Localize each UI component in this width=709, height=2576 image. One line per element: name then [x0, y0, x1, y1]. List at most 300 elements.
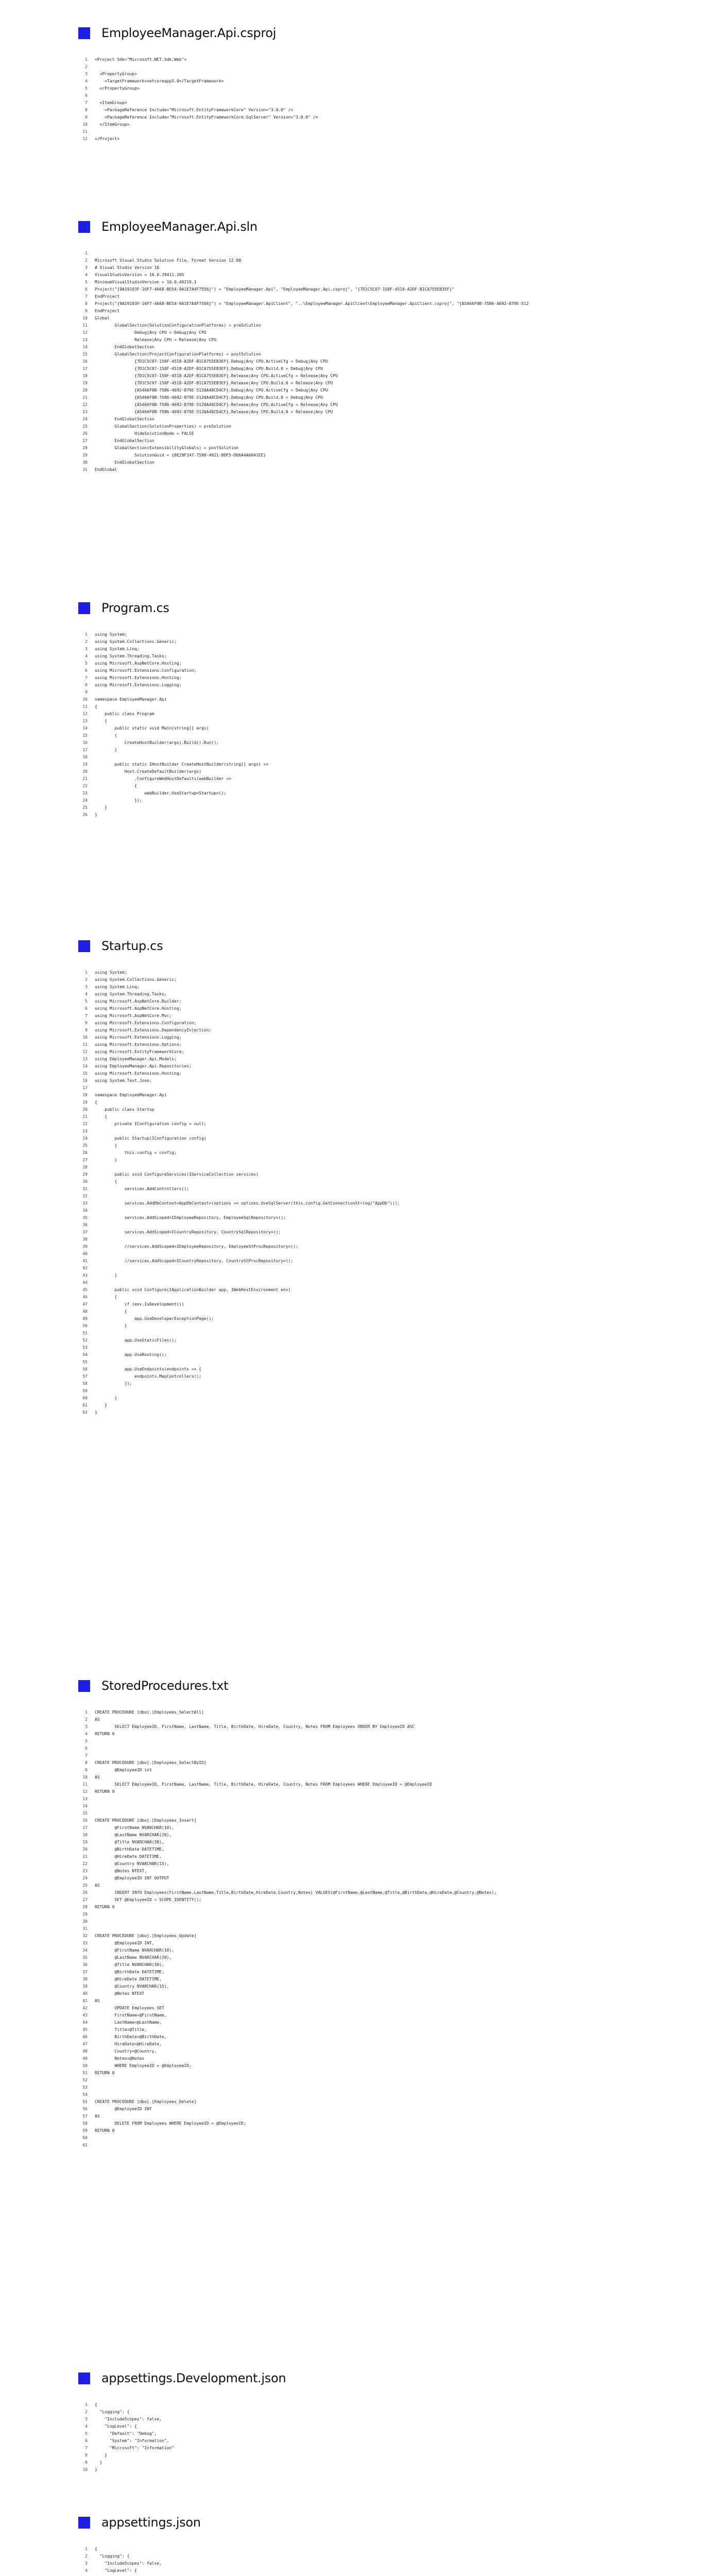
line-number: 4 — [85, 2568, 88, 2573]
code-line — [78, 2430, 174, 2437]
line-text: {7D1C5C07-150F-4518-A2DF-B1CA755EB3EF}.Debug|Any CPU.ActiveCfg = Debug|Any CPU — [95, 359, 328, 364]
line-text: namespace EmployeeManager.Api — [95, 697, 167, 702]
line-text: } — [95, 2467, 97, 2472]
code-line — [78, 344, 529, 351]
code-line — [78, 783, 268, 790]
line-number: 5 — [85, 1739, 88, 1743]
line-text: }); — [95, 798, 142, 803]
line-number: 18 — [82, 1833, 88, 1837]
code-line — [78, 1178, 400, 1185]
line-text: { — [95, 1143, 117, 1148]
line-number: 8 — [85, 108, 88, 112]
code-line — [78, 416, 529, 423]
line-text: using Microsoft.AspNetCore.Hosting; — [95, 661, 182, 666]
line-number: 60 — [82, 1396, 88, 1400]
line-text: webBuilder.UseStartup<Startup>(); — [95, 791, 227, 795]
line-number: 59 — [82, 2128, 88, 2133]
line-number: 3 — [85, 647, 88, 651]
code-line — [78, 2567, 291, 2574]
line-text: public static IHostBuilder CreateHostBuilder(string[] args) => — [95, 762, 269, 767]
code-line — [78, 696, 268, 703]
line-number: 26 — [82, 1150, 88, 1155]
line-number: 19 — [82, 1100, 88, 1105]
file-header — [78, 598, 169, 618]
line-number: 2 — [85, 977, 88, 982]
line-number: 30 — [82, 1919, 88, 1924]
line-number: 30 — [82, 1179, 88, 1184]
line-text: {A5466F0B-7586-4692-879E-5120A48CD4CF}.Debug|Any CPU.Build.0 = Debug|Any CPU — [95, 395, 323, 400]
line-number: 54 — [82, 2092, 88, 2097]
line-number: 11 — [82, 323, 88, 328]
code-line — [78, 394, 529, 401]
line-number: 15 — [82, 733, 88, 738]
line-text: {7D1C5C07-150F-4518-A2DF-B1CA755EB3EF}.Release|Any CPU.ActiveCfg = Release|Any CPU — [95, 374, 338, 378]
code-line — [78, 322, 529, 329]
line-number: 27 — [82, 438, 88, 443]
line-number: 27 — [82, 1158, 88, 1162]
line-text: SELECT EmployeeID, FirstName, LastName, Title, BirthDate, HireDate, Country, Notes FROM Employees WHERE EmployeeID = @EmployeeID — [95, 1782, 433, 1787]
line-number: 36 — [82, 1223, 88, 1227]
code-line — [78, 2553, 291, 2560]
line-number: 33 — [82, 1941, 88, 1945]
line-number: 49 — [82, 1316, 88, 1321]
code-line — [78, 1954, 496, 1961]
line-text: app.UseDeveloperExceptionPage(); — [95, 1316, 214, 1321]
code-line — [78, 1387, 400, 1395]
line-number: 22 — [82, 1122, 88, 1126]
line-number: 6 — [85, 2438, 88, 2443]
code-line — [78, 445, 529, 452]
line-number: 12 — [82, 711, 88, 716]
file-header — [78, 1675, 228, 1696]
line-text: Country=@Country, — [95, 2049, 157, 2054]
line-number: 1 — [85, 2547, 88, 2551]
line-text: { — [95, 704, 97, 709]
line-number: 31 — [82, 467, 88, 472]
line-number: 24 — [82, 1136, 88, 1141]
line-number: 2 — [85, 2410, 88, 2414]
code-line — [78, 1135, 400, 1142]
code-line — [78, 1337, 400, 1344]
line-number: 11 — [82, 1782, 88, 1787]
line-number: 12 — [82, 137, 88, 141]
code-line — [78, 1142, 400, 1149]
line-text: AS — [95, 1883, 100, 1888]
line-text: Microsoft Visual Studio Solution File, Format Version 12.00 — [95, 258, 241, 263]
line-number: 17 — [82, 1086, 88, 1090]
line-number: 52 — [82, 2078, 88, 2082]
code-block — [78, 250, 529, 473]
line-text: <PropertyGroup> — [95, 72, 137, 76]
line-text: Project("{9A19103F-16F7-4668-BE54-9A1E7A4F7556}") = "EmployeeManager.ApiClient", "..\EmployeeManager.ApiClient\EmployeeManager.ApiClient.csproj", "{A5466F0B-7586-4692-879E-512 — [95, 301, 529, 306]
line-number: 14 — [82, 1804, 88, 1808]
code-line — [78, 308, 529, 315]
line-number: 6 — [85, 668, 88, 673]
line-number: 34 — [82, 1948, 88, 1953]
line-number: 18 — [82, 755, 88, 759]
line-number: 33 — [82, 1201, 88, 1206]
line-text: this.config = config; — [95, 1150, 177, 1155]
line-text: <TargetFramework>netcoreapp3.0</TargetFramework> — [95, 79, 224, 83]
code-line — [78, 423, 529, 430]
file-square-icon — [78, 2517, 90, 2529]
code-line — [78, 358, 529, 365]
file-title: appsettings.Development.json — [101, 2371, 286, 2385]
line-number: 2 — [85, 639, 88, 644]
line-number: 13 — [82, 337, 88, 342]
code-line — [78, 2106, 496, 2113]
line-text: Release|Any CPU = Release|Any CPU — [95, 337, 217, 342]
code-line — [78, 1846, 496, 1853]
code-line — [78, 56, 318, 63]
line-text: } — [95, 2460, 102, 2465]
file-header — [78, 2368, 286, 2388]
line-number: 25 — [82, 424, 88, 429]
line-number: 4 — [85, 654, 88, 658]
code-line — [78, 1868, 496, 1875]
line-number: 62 — [82, 1410, 88, 1415]
line-text: using System.Linq; — [95, 985, 140, 989]
line-number: 31 — [82, 1187, 88, 1191]
code-line — [78, 1839, 496, 1846]
line-text: AS — [95, 2114, 100, 2119]
line-text: { — [95, 2402, 97, 2407]
file-square-icon — [78, 221, 90, 233]
code-line — [78, 1330, 400, 1337]
line-number: 2 — [85, 64, 88, 69]
line-number: 7 — [85, 1753, 88, 1758]
line-number: 25 — [82, 1883, 88, 1888]
code-line — [78, 2560, 291, 2567]
line-text: "LogLevel": { — [95, 2568, 137, 2573]
line-number: 48 — [82, 2049, 88, 2054]
code-line — [78, 797, 268, 804]
line-number: 5 — [85, 999, 88, 1004]
code-line — [78, 1294, 400, 1301]
code-line — [78, 1961, 496, 1969]
line-text: } — [95, 748, 117, 752]
code-line — [78, 1976, 496, 1983]
code-line — [78, 2546, 291, 2553]
line-text: using Microsoft.AspNetCore.Hosting; — [95, 1006, 182, 1011]
code-line — [78, 1969, 496, 1976]
line-text: RETURN 0 — [95, 1905, 115, 1909]
line-text: @Notes NTEXT, — [95, 1869, 147, 1873]
code-line — [78, 92, 318, 99]
code-line — [78, 1824, 496, 1832]
line-number: 6 — [85, 287, 88, 292]
code-line — [78, 2452, 174, 2459]
line-number: 58 — [82, 1381, 88, 1386]
line-text: }); — [95, 1381, 132, 1386]
code-line — [78, 2098, 496, 2106]
code-line — [78, 1272, 400, 1279]
code-line — [78, 1099, 400, 1106]
line-text: if (env.IsDevelopment()) — [95, 1302, 184, 1307]
code-line — [78, 1817, 496, 1824]
line-number: 57 — [82, 1374, 88, 1379]
line-text: "System": "Information", — [95, 2438, 169, 2443]
line-text: { — [95, 1309, 127, 1314]
line-text: {7D1C5C07-150F-4518-A2DF-B1CA755EB3EF}.Release|Any CPU.Build.0 = Release|Any CPU — [95, 381, 333, 385]
line-number: 17 — [82, 1825, 88, 1830]
code-line — [78, 2005, 496, 2012]
line-text: using System.Collections.Generic; — [95, 977, 177, 982]
file-square-icon — [78, 27, 90, 39]
code-line — [78, 2416, 174, 2423]
code-line — [78, 1810, 496, 1817]
line-text: @EmployeeID int — [95, 1768, 152, 1772]
line-text: using Microsoft.Extensions.Options; — [95, 1042, 182, 1047]
line-text: services.AddDbContext<AppDbContext>(options => options.UseSqlServer(this.config.GetConnectionString("AppDb"))); — [95, 1201, 400, 1206]
line-text: } — [95, 1273, 117, 1278]
code-line — [78, 747, 268, 754]
line-number: 37 — [82, 1230, 88, 1234]
line-text: @LastName NVARCHAR(20), — [95, 1955, 172, 1960]
line-number: 61 — [82, 2143, 88, 2147]
line-number: 10 — [82, 122, 88, 127]
line-text: {A5466F0B-7586-4692-879E-5120A48CD4CF}.Debug|Any CPU.ActiveCfg = Debug|Any CPU — [95, 388, 328, 393]
line-text: { — [95, 784, 137, 788]
code-line — [78, 2077, 496, 2084]
code-line — [78, 1731, 496, 1738]
line-text: @Country NVARCHAR(15), — [95, 1861, 169, 1866]
code-line — [78, 1745, 496, 1752]
line-text: BirthDate=@BirthDate, — [95, 2035, 167, 2039]
code-line — [78, 2113, 496, 2120]
line-text: Debug|Any CPU = Debug|Any CPU — [95, 330, 206, 335]
code-line — [78, 1832, 496, 1839]
line-text: SELECT EmployeeID, FirstName, LastName, Title, BirthDate, HireDate, Country, Notes FROM Employees ORDER BY EmployeeID ASC — [95, 1724, 415, 1729]
code-line — [78, 667, 268, 674]
line-number: 35 — [82, 1955, 88, 1960]
file-title: EmployeeManager.Api.csproj — [101, 26, 276, 40]
code-line — [78, 63, 318, 71]
code-line — [78, 674, 268, 682]
line-text: using Microsoft.Extensions.Hosting; — [95, 675, 182, 680]
line-number: 11 — [82, 129, 88, 134]
line-text: //services.AddScoped<IEmployeeRepository, EmployeeStProcRepository>(); — [95, 1244, 298, 1249]
line-text: RETURN 0 — [95, 2071, 115, 2075]
line-number: 32 — [82, 1194, 88, 1198]
line-number: 25 — [82, 805, 88, 810]
line-number: 5 — [85, 280, 88, 284]
file-title: StoredProcedures.txt — [101, 1679, 229, 1693]
line-number: 29 — [82, 1912, 88, 1917]
code-line — [78, 257, 529, 264]
line-text: CREATE PROCEDURE [dbo].[Employees_SelectAll] — [95, 1710, 204, 1715]
line-number: 49 — [82, 2056, 88, 2061]
line-number: 61 — [82, 1403, 88, 1408]
code-line — [78, 264, 529, 272]
line-number: 6 — [85, 1006, 88, 1011]
code-line — [78, 2120, 496, 2127]
line-text: @EmployeeID INT, — [95, 1941, 154, 1945]
line-number: 51 — [82, 2071, 88, 2075]
code-line — [78, 1896, 496, 1904]
line-number: 53 — [82, 1345, 88, 1350]
line-number: 7 — [85, 294, 88, 299]
line-text: GlobalSection(ProjectConfigurationPlatforms) = postSolution — [95, 352, 261, 357]
line-number: 3 — [85, 2417, 88, 2421]
line-number: 38 — [82, 1977, 88, 1981]
line-number: 4 — [85, 992, 88, 996]
line-text: "Logging": { — [95, 2554, 130, 2558]
line-number: 3 — [85, 72, 88, 76]
line-text: "Logging": { — [95, 2410, 130, 2414]
code-line — [78, 1027, 400, 1034]
line-number: 39 — [82, 1244, 88, 1249]
code-block — [78, 56, 318, 143]
line-text: AS — [95, 1717, 100, 1722]
line-text: RETURN 0 — [95, 1732, 115, 1736]
line-text: SET @EmployeeID = SCOPE_IDENTITY(); — [95, 1897, 202, 1902]
line-number: 8 — [85, 301, 88, 306]
line-number: 2 — [85, 1717, 88, 1722]
code-line — [78, 107, 318, 114]
code-line — [78, 754, 268, 761]
line-text: INSERT INTO Employees(FirstName,LastName,Title,BirthDate,HireDate,Country,Notes) VALUES(@FirstName,@LastName,@Title,@BirthDate,@HireDate,@Country,@Notes); — [95, 1890, 497, 1895]
line-number: 19 — [82, 381, 88, 385]
code-line — [78, 1882, 496, 1889]
code-line — [78, 689, 268, 696]
line-number: 55 — [82, 1360, 88, 1364]
line-text: Host.CreateDefaultBuilder(args) — [95, 769, 202, 774]
line-text: MinimumVisualStudioVersion = 10.0.40219.1 — [95, 280, 197, 284]
code-line — [78, 2409, 174, 2416]
code-line — [78, 1222, 400, 1229]
code-line — [78, 2084, 496, 2091]
line-number: 42 — [82, 2006, 88, 2010]
code-line — [78, 1990, 496, 1997]
line-number: 25 — [82, 1143, 88, 1148]
line-number: 10 — [82, 2467, 88, 2472]
code-line — [78, 459, 529, 466]
code-line — [78, 2026, 496, 2033]
line-text: "LogLevel": { — [95, 2424, 137, 2429]
line-number: 11 — [82, 704, 88, 709]
line-number: 56 — [82, 2107, 88, 2111]
line-number: 7 — [85, 675, 88, 680]
code-line — [78, 329, 529, 336]
line-text: @HireDate DATETIME, — [95, 1854, 162, 1859]
code-line — [78, 2127, 496, 2134]
code-line — [78, 1106, 400, 1113]
code-line — [78, 1723, 496, 1731]
line-text: using System.Threading.Tasks; — [95, 992, 167, 996]
line-text: app.UseEndpoints(endpoints => { — [95, 1367, 202, 1371]
code-line — [78, 1781, 496, 1788]
line-text: Title=@Title, — [95, 2027, 147, 2032]
line-text: EndGlobalSection — [95, 345, 154, 349]
line-text: EndGlobalSection — [95, 417, 154, 421]
line-number: 57 — [82, 2114, 88, 2119]
code-line — [78, 1077, 400, 1084]
code-line — [78, 1236, 400, 1243]
line-number: 16 — [82, 1078, 88, 1083]
code-line — [78, 2055, 496, 2062]
line-number: 22 — [82, 402, 88, 407]
code-line — [78, 646, 268, 653]
line-text: using System.Collections.Generic; — [95, 639, 177, 644]
code-line — [78, 286, 529, 293]
line-text: namespace EmployeeManager.Api — [95, 1093, 167, 1097]
code-line — [78, 1409, 400, 1416]
code-line — [78, 1041, 400, 1048]
line-text: GlobalSection(SolutionProperties) = preSolution — [95, 424, 231, 429]
line-number: 36 — [82, 1962, 88, 1967]
line-text: UPDATE Employees SET — [95, 2006, 164, 2010]
file-header — [78, 2512, 201, 2533]
line-number: 14 — [82, 345, 88, 349]
code-line — [78, 703, 268, 710]
code-line — [78, 804, 268, 811]
line-number: 35 — [82, 1215, 88, 1220]
line-number: 41 — [82, 1259, 88, 1263]
line-number: 50 — [82, 2063, 88, 2068]
line-text: <PackageReference Include="Microsoft.EntityFrameworkCore" Version="3.0.0" /> — [95, 108, 293, 112]
code-line — [78, 1258, 400, 1265]
code-line — [78, 1359, 400, 1366]
line-text: Project("{9A19103F-16F7-4668-BE54-9A1E7A4F7556}") = "EmployeeManager.Api", "EmployeeManager.Api.csproj", "{7D1C5C07-150F-4518-A2DF-B1CA755EB3EF}" — [95, 287, 455, 292]
code-line — [78, 1265, 400, 1272]
line-text: VisualStudioVersion = 16.0.29411.205 — [95, 273, 184, 277]
line-number: 15 — [82, 1071, 88, 1076]
line-number: 15 — [82, 1811, 88, 1816]
line-text: @BirthDate DATETIME, — [95, 1847, 164, 1852]
code-line — [78, 1759, 496, 1767]
code-line — [78, 1380, 400, 1387]
code-line — [78, 984, 400, 991]
line-number: 9 — [85, 1768, 88, 1772]
line-text: using System; — [95, 970, 127, 975]
line-text: using Microsoft.Extensions.Logging; — [95, 683, 182, 687]
code-line — [78, 2033, 496, 2041]
code-line — [78, 1983, 496, 1990]
code-line — [78, 114, 318, 121]
line-text: HideSolutionNode = FALSE — [95, 431, 194, 436]
line-number: 3 — [85, 265, 88, 270]
line-text: </ItemGroup> — [95, 122, 130, 127]
line-text: RETURN 0 — [95, 1789, 115, 1794]
code-line — [78, 1774, 496, 1781]
code-line — [78, 739, 268, 747]
line-number: 10 — [82, 316, 88, 320]
code-line — [78, 1918, 496, 1925]
line-number: 24 — [82, 798, 88, 803]
code-line — [78, 99, 318, 107]
code-line — [78, 991, 400, 998]
code-line — [78, 631, 268, 638]
line-number: 47 — [82, 1302, 88, 1307]
line-number: 18 — [82, 1093, 88, 1097]
line-text: @EmployeeID INT — [95, 2107, 152, 2111]
code-line — [78, 1020, 400, 1027]
code-line — [78, 1113, 400, 1121]
line-number: 58 — [82, 2121, 88, 2126]
line-text: public void Configure(IApplicationBuilder app, IWebHostEnvironment env) — [95, 1287, 291, 1292]
code-line — [78, 1795, 496, 1803]
line-number: 42 — [82, 1266, 88, 1270]
line-number: 3 — [85, 2561, 88, 2566]
line-text: app.UseStaticFiles(); — [95, 1338, 177, 1343]
code-line — [78, 1092, 400, 1099]
line-text: { — [95, 1179, 117, 1184]
line-number: 10 — [82, 697, 88, 702]
code-line — [78, 710, 268, 718]
file-header — [78, 216, 257, 237]
line-number: 27 — [82, 1897, 88, 1902]
